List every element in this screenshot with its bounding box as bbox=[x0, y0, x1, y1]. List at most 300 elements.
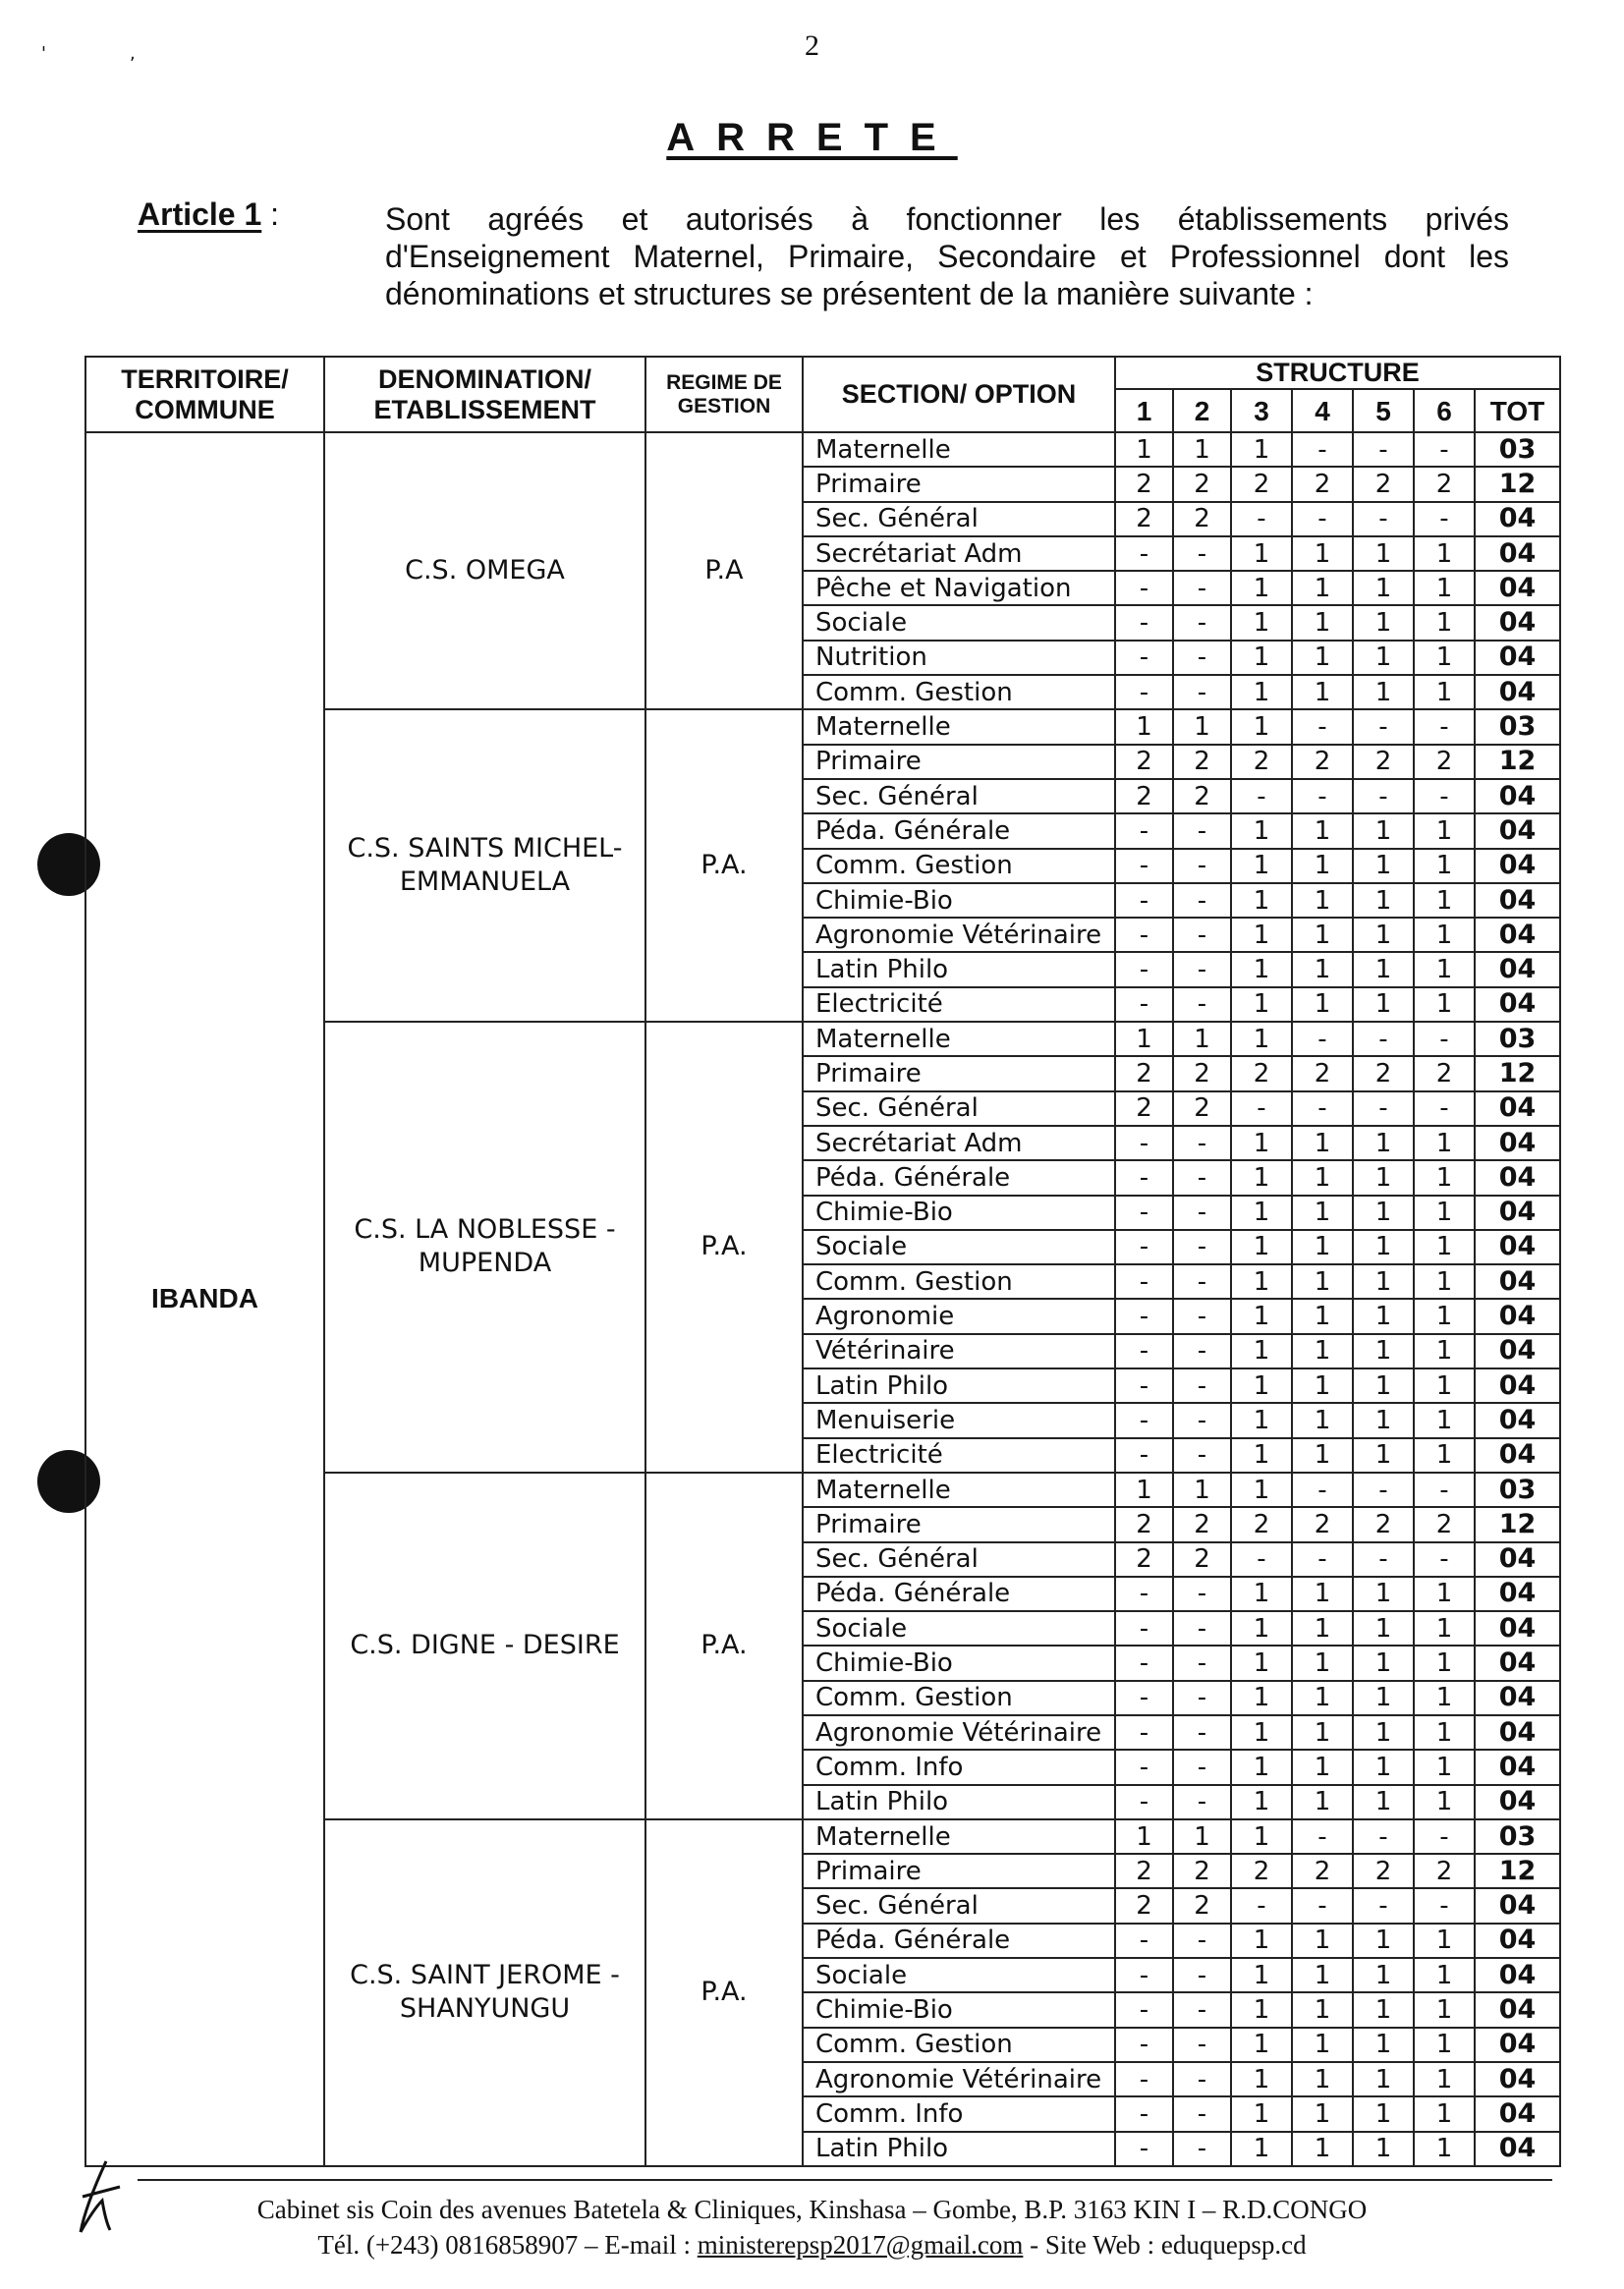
year-3-value: 1 bbox=[1231, 1750, 1292, 1784]
year-3-value: 1 bbox=[1231, 1403, 1292, 1437]
year-5-value: - bbox=[1353, 502, 1414, 536]
year-6-value: 1 bbox=[1414, 641, 1475, 675]
total-value: 04 bbox=[1475, 1230, 1560, 1264]
year-6-value: 2 bbox=[1414, 745, 1475, 779]
year-4-value: 1 bbox=[1292, 1958, 1353, 1992]
year-1-value: - bbox=[1115, 1368, 1173, 1403]
year-4-value: 1 bbox=[1292, 2028, 1353, 2062]
year-1-value: - bbox=[1115, 1160, 1173, 1195]
year-3-value: 1 bbox=[1231, 2096, 1292, 2131]
year-2-value: 2 bbox=[1173, 1888, 1231, 1923]
year-6-value: 1 bbox=[1414, 1577, 1475, 1611]
year-3-value: 1 bbox=[1231, 1368, 1292, 1403]
section-option: Sec. Général bbox=[803, 1888, 1115, 1923]
year-2-value: 2 bbox=[1173, 502, 1231, 536]
year-2-value: - bbox=[1173, 1577, 1231, 1611]
year-2-value: 1 bbox=[1173, 432, 1231, 467]
year-4-value: 1 bbox=[1292, 883, 1353, 918]
total-value: 04 bbox=[1475, 2132, 1560, 2166]
section-option: Latin Philo bbox=[803, 2132, 1115, 2166]
total-value: 04 bbox=[1475, 1160, 1560, 1195]
year-1-value: - bbox=[1115, 1299, 1173, 1333]
school-name: C.S. OMEGA bbox=[324, 432, 645, 709]
total-value: 04 bbox=[1475, 813, 1560, 848]
article-text: Sont agréés et autorisés à fonctionner les établissements privés d'Enseignement Maternel, Primaire, Secondaire et Professionnel dont les dénominations et structures se présentent de la manière suivante : bbox=[385, 201, 1509, 311]
year-6-value: 1 bbox=[1414, 1230, 1475, 1264]
year-1-value: - bbox=[1115, 1992, 1173, 2027]
year-2-value: 2 bbox=[1173, 467, 1231, 501]
year-6-value: 1 bbox=[1414, 1646, 1475, 1680]
document-title bbox=[0, 116, 1624, 160]
year-6-value: - bbox=[1414, 1022, 1475, 1056]
year-6-value: 1 bbox=[1414, 813, 1475, 848]
section-option: Menuiserie bbox=[803, 1403, 1115, 1437]
year-3-value: 1 bbox=[1231, 1473, 1292, 1507]
year-2-value: - bbox=[1173, 2062, 1231, 2096]
year-4-value: 1 bbox=[1292, 1785, 1353, 1819]
year-5-value: 1 bbox=[1353, 1611, 1414, 1646]
year-2-value: - bbox=[1173, 1785, 1231, 1819]
year-1-value: 2 bbox=[1115, 502, 1173, 536]
year-6-value: 1 bbox=[1414, 605, 1475, 640]
year-6-value: - bbox=[1414, 779, 1475, 813]
year-4-value: 1 bbox=[1292, 2132, 1353, 2166]
year-1-value: - bbox=[1115, 813, 1173, 848]
year-2-value: - bbox=[1173, 1299, 1231, 1333]
year-1-value: - bbox=[1115, 1611, 1173, 1646]
year-4-value: 1 bbox=[1292, 1126, 1353, 1160]
year-4-value: 1 bbox=[1292, 1196, 1353, 1230]
total-value: 04 bbox=[1475, 1299, 1560, 1333]
year-2-value: 2 bbox=[1173, 1056, 1231, 1090]
year-1-value: 2 bbox=[1115, 467, 1173, 501]
year-2-value: - bbox=[1173, 571, 1231, 605]
year-6-value: 2 bbox=[1414, 1854, 1475, 1888]
year-4-value: 1 bbox=[1292, 571, 1353, 605]
year-6-value: - bbox=[1414, 1542, 1475, 1577]
year-6-value: 1 bbox=[1414, 952, 1475, 986]
year-5-value: 1 bbox=[1353, 918, 1414, 952]
header-year-4: 4 bbox=[1292, 389, 1353, 432]
year-5-value: 1 bbox=[1353, 1334, 1414, 1368]
section-option: Sec. Général bbox=[803, 779, 1115, 813]
year-2-value: - bbox=[1173, 1992, 1231, 2027]
year-5-value: 1 bbox=[1353, 1230, 1414, 1264]
section-option: Péda. Générale bbox=[803, 1924, 1115, 1958]
total-value: 12 bbox=[1475, 1854, 1560, 1888]
year-5-value: 1 bbox=[1353, 536, 1414, 571]
year-5-value: - bbox=[1353, 1888, 1414, 1923]
year-4-value: 1 bbox=[1292, 1611, 1353, 1646]
year-6-value: - bbox=[1414, 1091, 1475, 1126]
year-6-value: 1 bbox=[1414, 1196, 1475, 1230]
year-1-value: - bbox=[1115, 1681, 1173, 1715]
school-name: C.S. DIGNE - DESIRE bbox=[324, 1473, 645, 1819]
year-5-value: 1 bbox=[1353, 952, 1414, 986]
year-5-value: - bbox=[1353, 1542, 1414, 1577]
year-6-value: 1 bbox=[1414, 536, 1475, 571]
year-5-value: 1 bbox=[1353, 1264, 1414, 1299]
year-4-value: - bbox=[1292, 1888, 1353, 1923]
year-1-value: - bbox=[1115, 641, 1173, 675]
year-1-value: - bbox=[1115, 1646, 1173, 1680]
year-3-value: 2 bbox=[1231, 1056, 1292, 1090]
year-5-value: 2 bbox=[1353, 1507, 1414, 1541]
year-1-value: - bbox=[1115, 1958, 1173, 1992]
year-3-value: 1 bbox=[1231, 1681, 1292, 1715]
year-5-value: 1 bbox=[1353, 1368, 1414, 1403]
total-value: 04 bbox=[1475, 1368, 1560, 1403]
year-5-value: - bbox=[1353, 1473, 1414, 1507]
total-value: 04 bbox=[1475, 605, 1560, 640]
year-1-value: - bbox=[1115, 1334, 1173, 1368]
year-4-value: 1 bbox=[1292, 641, 1353, 675]
year-3-value: 1 bbox=[1231, 1334, 1292, 1368]
total-value: 04 bbox=[1475, 1992, 1560, 2027]
header-denomination: DENOMINATION/ ETABLISSEMENT bbox=[324, 357, 645, 432]
year-5-value: 1 bbox=[1353, 1681, 1414, 1715]
year-1-value: - bbox=[1115, 2028, 1173, 2062]
section-option: Sec. Général bbox=[803, 1542, 1115, 1577]
total-value: 04 bbox=[1475, 987, 1560, 1022]
year-6-value: 1 bbox=[1414, 1715, 1475, 1750]
year-6-value: 1 bbox=[1414, 1438, 1475, 1473]
year-4-value: - bbox=[1292, 502, 1353, 536]
year-2-value: - bbox=[1173, 1681, 1231, 1715]
year-4-value: 1 bbox=[1292, 1681, 1353, 1715]
year-5-value: 1 bbox=[1353, 1403, 1414, 1437]
section-option: Primaire bbox=[803, 1056, 1115, 1090]
year-1-value: - bbox=[1115, 2096, 1173, 2131]
year-2-value: 2 bbox=[1173, 779, 1231, 813]
section-option: Pêche et Navigation bbox=[803, 571, 1115, 605]
year-2-value: 2 bbox=[1173, 1091, 1231, 1126]
year-4-value: 1 bbox=[1292, 1368, 1353, 1403]
year-2-value: 2 bbox=[1173, 1507, 1231, 1541]
year-4-value: - bbox=[1292, 779, 1353, 813]
year-3-value: 1 bbox=[1231, 952, 1292, 986]
year-2-value: - bbox=[1173, 1611, 1231, 1646]
total-value: 04 bbox=[1475, 2096, 1560, 2131]
year-4-value: - bbox=[1292, 432, 1353, 467]
year-5-value: - bbox=[1353, 1091, 1414, 1126]
year-5-value: 1 bbox=[1353, 1577, 1414, 1611]
year-1-value: 2 bbox=[1115, 745, 1173, 779]
section-option: Péda. Générale bbox=[803, 813, 1115, 848]
year-6-value: 1 bbox=[1414, 2096, 1475, 2131]
table-body bbox=[85, 432, 1560, 2166]
year-4-value: - bbox=[1292, 1022, 1353, 1056]
total-value: 04 bbox=[1475, 1785, 1560, 1819]
year-3-value: 1 bbox=[1231, 675, 1292, 709]
section-option: Sec. Général bbox=[803, 502, 1115, 536]
year-2-value: - bbox=[1173, 1715, 1231, 1750]
year-1-value: 2 bbox=[1115, 1507, 1173, 1541]
year-2-value: 2 bbox=[1173, 1542, 1231, 1577]
year-4-value: 1 bbox=[1292, 1750, 1353, 1784]
year-1-value: - bbox=[1115, 675, 1173, 709]
year-5-value: 1 bbox=[1353, 1715, 1414, 1750]
total-value: 04 bbox=[1475, 1126, 1560, 1160]
total-value: 04 bbox=[1475, 1334, 1560, 1368]
total-value: 03 bbox=[1475, 1473, 1560, 1507]
year-3-value: 2 bbox=[1231, 467, 1292, 501]
year-5-value: 1 bbox=[1353, 1196, 1414, 1230]
year-5-value: 2 bbox=[1353, 1056, 1414, 1090]
year-6-value: - bbox=[1414, 1819, 1475, 1854]
year-5-value: 1 bbox=[1353, 1299, 1414, 1333]
header-regime: REGIME DE GESTION bbox=[645, 357, 803, 432]
year-3-value: 1 bbox=[1231, 571, 1292, 605]
year-2-value: - bbox=[1173, 1160, 1231, 1195]
year-2-value: - bbox=[1173, 1334, 1231, 1368]
year-6-value: 1 bbox=[1414, 2062, 1475, 2096]
year-5-value: 1 bbox=[1353, 571, 1414, 605]
year-4-value: 1 bbox=[1292, 1715, 1353, 1750]
section-option: Comm. Gestion bbox=[803, 1681, 1115, 1715]
year-2-value: - bbox=[1173, 883, 1231, 918]
total-value: 03 bbox=[1475, 1022, 1560, 1056]
year-6-value: 1 bbox=[1414, 1334, 1475, 1368]
section-option: Secrétariat Adm bbox=[803, 536, 1115, 571]
year-5-value: 1 bbox=[1353, 2062, 1414, 2096]
year-6-value: - bbox=[1414, 502, 1475, 536]
year-1-value: 1 bbox=[1115, 1022, 1173, 1056]
footer-contact bbox=[0, 2230, 1624, 2261]
section-option: Sociale bbox=[803, 1611, 1115, 1646]
year-6-value: 1 bbox=[1414, 1403, 1475, 1437]
year-4-value: 2 bbox=[1292, 745, 1353, 779]
total-value: 04 bbox=[1475, 849, 1560, 883]
year-1-value: - bbox=[1115, 2132, 1173, 2166]
year-3-value: 1 bbox=[1231, 1924, 1292, 1958]
year-3-value: 1 bbox=[1231, 432, 1292, 467]
year-2-value: - bbox=[1173, 987, 1231, 1022]
year-1-value: 1 bbox=[1115, 432, 1173, 467]
header-year-3: 3 bbox=[1231, 389, 1292, 432]
year-3-value: - bbox=[1231, 779, 1292, 813]
year-5-value: 1 bbox=[1353, 1750, 1414, 1784]
year-3-value: 1 bbox=[1231, 1958, 1292, 1992]
year-1-value: 2 bbox=[1115, 779, 1173, 813]
section-option: Secrétariat Adm bbox=[803, 1126, 1115, 1160]
year-2-value: 1 bbox=[1173, 1819, 1231, 1854]
section-option: Primaire bbox=[803, 745, 1115, 779]
year-6-value: 1 bbox=[1414, 1299, 1475, 1333]
school-regime: P.A. bbox=[645, 1819, 803, 2166]
document-title-text: ARRETE bbox=[666, 116, 958, 159]
total-value: 04 bbox=[1475, 1577, 1560, 1611]
section-option: Chimie-Bio bbox=[803, 1196, 1115, 1230]
year-6-value: 2 bbox=[1414, 467, 1475, 501]
year-1-value: - bbox=[1115, 1924, 1173, 1958]
section-option: Maternelle bbox=[803, 1819, 1115, 1854]
year-2-value: 1 bbox=[1173, 709, 1231, 744]
year-4-value: 2 bbox=[1292, 467, 1353, 501]
total-value: 04 bbox=[1475, 952, 1560, 986]
year-3-value: 1 bbox=[1231, 1299, 1292, 1333]
year-3-value: - bbox=[1231, 502, 1292, 536]
year-1-value: 2 bbox=[1115, 1091, 1173, 1126]
year-5-value: - bbox=[1353, 1022, 1414, 1056]
year-1-value: 2 bbox=[1115, 1854, 1173, 1888]
total-value: 04 bbox=[1475, 1196, 1560, 1230]
section-option: Comm. Info bbox=[803, 2096, 1115, 2131]
section-option: Sociale bbox=[803, 1230, 1115, 1264]
year-6-value: 1 bbox=[1414, 987, 1475, 1022]
year-5-value: 1 bbox=[1353, 883, 1414, 918]
section-option: Vétérinaire bbox=[803, 1334, 1115, 1368]
year-1-value: - bbox=[1115, 1126, 1173, 1160]
year-4-value: - bbox=[1292, 709, 1353, 744]
year-2-value: - bbox=[1173, 1438, 1231, 1473]
year-6-value: 1 bbox=[1414, 1924, 1475, 1958]
year-3-value: 1 bbox=[1231, 2062, 1292, 2096]
year-2-value: - bbox=[1173, 813, 1231, 848]
year-2-value: - bbox=[1173, 1126, 1231, 1160]
footer-email[interactable]: ministerepsp2017@gmail.com bbox=[697, 2230, 1024, 2260]
year-5-value: 1 bbox=[1353, 1785, 1414, 1819]
year-1-value: 1 bbox=[1115, 1473, 1173, 1507]
year-6-value: - bbox=[1414, 1888, 1475, 1923]
year-1-value: - bbox=[1115, 952, 1173, 986]
total-value: 04 bbox=[1475, 1646, 1560, 1680]
year-1-value: - bbox=[1115, 1403, 1173, 1437]
total-value: 12 bbox=[1475, 1056, 1560, 1090]
year-3-value: 1 bbox=[1231, 709, 1292, 744]
year-2-value: - bbox=[1173, 1196, 1231, 1230]
section-option: Nutrition bbox=[803, 641, 1115, 675]
year-3-value: 1 bbox=[1231, 2132, 1292, 2166]
year-4-value: - bbox=[1292, 1091, 1353, 1126]
year-5-value: 1 bbox=[1353, 1160, 1414, 1195]
year-1-value: 1 bbox=[1115, 1819, 1173, 1854]
year-6-value: 1 bbox=[1414, 1992, 1475, 2027]
section-option: Agronomie Vétérinaire bbox=[803, 918, 1115, 952]
year-1-value: - bbox=[1115, 918, 1173, 952]
year-3-value: 1 bbox=[1231, 1022, 1292, 1056]
year-3-value: - bbox=[1231, 1888, 1292, 1923]
year-6-value: 1 bbox=[1414, 918, 1475, 952]
total-value: 04 bbox=[1475, 571, 1560, 605]
year-2-value: - bbox=[1173, 849, 1231, 883]
school-regime: P.A. bbox=[645, 709, 803, 1022]
section-option: Latin Philo bbox=[803, 1368, 1115, 1403]
year-2-value: - bbox=[1173, 1646, 1231, 1680]
section-option: Agronomie Vétérinaire bbox=[803, 2062, 1115, 2096]
schools-table bbox=[84, 356, 1561, 2167]
year-4-value: 1 bbox=[1292, 2062, 1353, 2096]
year-3-value: 1 bbox=[1231, 1126, 1292, 1160]
scan-mark: , bbox=[130, 43, 136, 64]
year-1-value: - bbox=[1115, 1750, 1173, 1784]
total-value: 04 bbox=[1475, 675, 1560, 709]
section-option: Maternelle bbox=[803, 1022, 1115, 1056]
year-3-value: 1 bbox=[1231, 987, 1292, 1022]
scan-mark: ' bbox=[41, 43, 46, 64]
section-option: Agronomie Vétérinaire bbox=[803, 1715, 1115, 1750]
year-6-value: 1 bbox=[1414, 1785, 1475, 1819]
year-3-value: 1 bbox=[1231, 813, 1292, 848]
year-4-value: 1 bbox=[1292, 1230, 1353, 1264]
year-2-value: - bbox=[1173, 1924, 1231, 1958]
total-value: 03 bbox=[1475, 709, 1560, 744]
section-option: Latin Philo bbox=[803, 1785, 1115, 1819]
year-6-value: - bbox=[1414, 1473, 1475, 1507]
year-1-value: 2 bbox=[1115, 1888, 1173, 1923]
year-2-value: - bbox=[1173, 605, 1231, 640]
year-3-value: 1 bbox=[1231, 536, 1292, 571]
total-value: 12 bbox=[1475, 745, 1560, 779]
year-1-value: - bbox=[1115, 1715, 1173, 1750]
header-year-1: 1 bbox=[1115, 389, 1173, 432]
section-option: Primaire bbox=[803, 467, 1115, 501]
total-value: 04 bbox=[1475, 536, 1560, 571]
section-option: Sociale bbox=[803, 1958, 1115, 1992]
total-value: 04 bbox=[1475, 918, 1560, 952]
year-2-value: - bbox=[1173, 675, 1231, 709]
year-3-value: 1 bbox=[1231, 1230, 1292, 1264]
year-6-value: 1 bbox=[1414, 849, 1475, 883]
territoire-cell: IBANDA bbox=[85, 432, 324, 2166]
year-3-value: 1 bbox=[1231, 883, 1292, 918]
header-year-2: 2 bbox=[1173, 389, 1231, 432]
year-3-value: 1 bbox=[1231, 1992, 1292, 2027]
year-5-value: 1 bbox=[1353, 813, 1414, 848]
school-regime: P.A. bbox=[645, 1022, 803, 1473]
year-5-value: 1 bbox=[1353, 1958, 1414, 1992]
year-2-value: - bbox=[1173, 1403, 1231, 1437]
header-structure: STRUCTURE bbox=[1115, 357, 1560, 389]
section-option: Primaire bbox=[803, 1507, 1115, 1541]
year-4-value: 2 bbox=[1292, 1507, 1353, 1541]
year-1-value: - bbox=[1115, 1577, 1173, 1611]
year-1-value: - bbox=[1115, 605, 1173, 640]
section-option: Agronomie bbox=[803, 1299, 1115, 1333]
year-1-value: - bbox=[1115, 536, 1173, 571]
year-4-value: 1 bbox=[1292, 1264, 1353, 1299]
total-value: 12 bbox=[1475, 1507, 1560, 1541]
year-4-value: 1 bbox=[1292, 1299, 1353, 1333]
year-3-value: 1 bbox=[1231, 1196, 1292, 1230]
total-value: 04 bbox=[1475, 502, 1560, 536]
section-option: Maternelle bbox=[803, 709, 1115, 744]
total-value: 04 bbox=[1475, 1542, 1560, 1577]
article-label-text: Article 1 bbox=[138, 196, 262, 232]
header-year-5: 5 bbox=[1353, 389, 1414, 432]
year-1-value: - bbox=[1115, 1438, 1173, 1473]
year-5-value: 2 bbox=[1353, 467, 1414, 501]
year-6-value: 1 bbox=[1414, 1264, 1475, 1299]
header-tot: TOT bbox=[1475, 389, 1560, 432]
year-2-value: - bbox=[1173, 918, 1231, 952]
year-2-value: 2 bbox=[1173, 1854, 1231, 1888]
year-2-value: - bbox=[1173, 2132, 1231, 2166]
year-5-value: 1 bbox=[1353, 1126, 1414, 1160]
year-3-value: 2 bbox=[1231, 745, 1292, 779]
year-5-value: 1 bbox=[1353, 2132, 1414, 2166]
year-4-value: 1 bbox=[1292, 1646, 1353, 1680]
year-5-value: - bbox=[1353, 779, 1414, 813]
year-3-value: 1 bbox=[1231, 1438, 1292, 1473]
year-2-value: - bbox=[1173, 952, 1231, 986]
total-value: 04 bbox=[1475, 779, 1560, 813]
header-section: SECTION/ OPTION bbox=[803, 357, 1115, 432]
year-3-value: 2 bbox=[1231, 1854, 1292, 1888]
year-4-value: 1 bbox=[1292, 1403, 1353, 1437]
section-option: Péda. Générale bbox=[803, 1577, 1115, 1611]
year-3-value: 1 bbox=[1231, 1646, 1292, 1680]
